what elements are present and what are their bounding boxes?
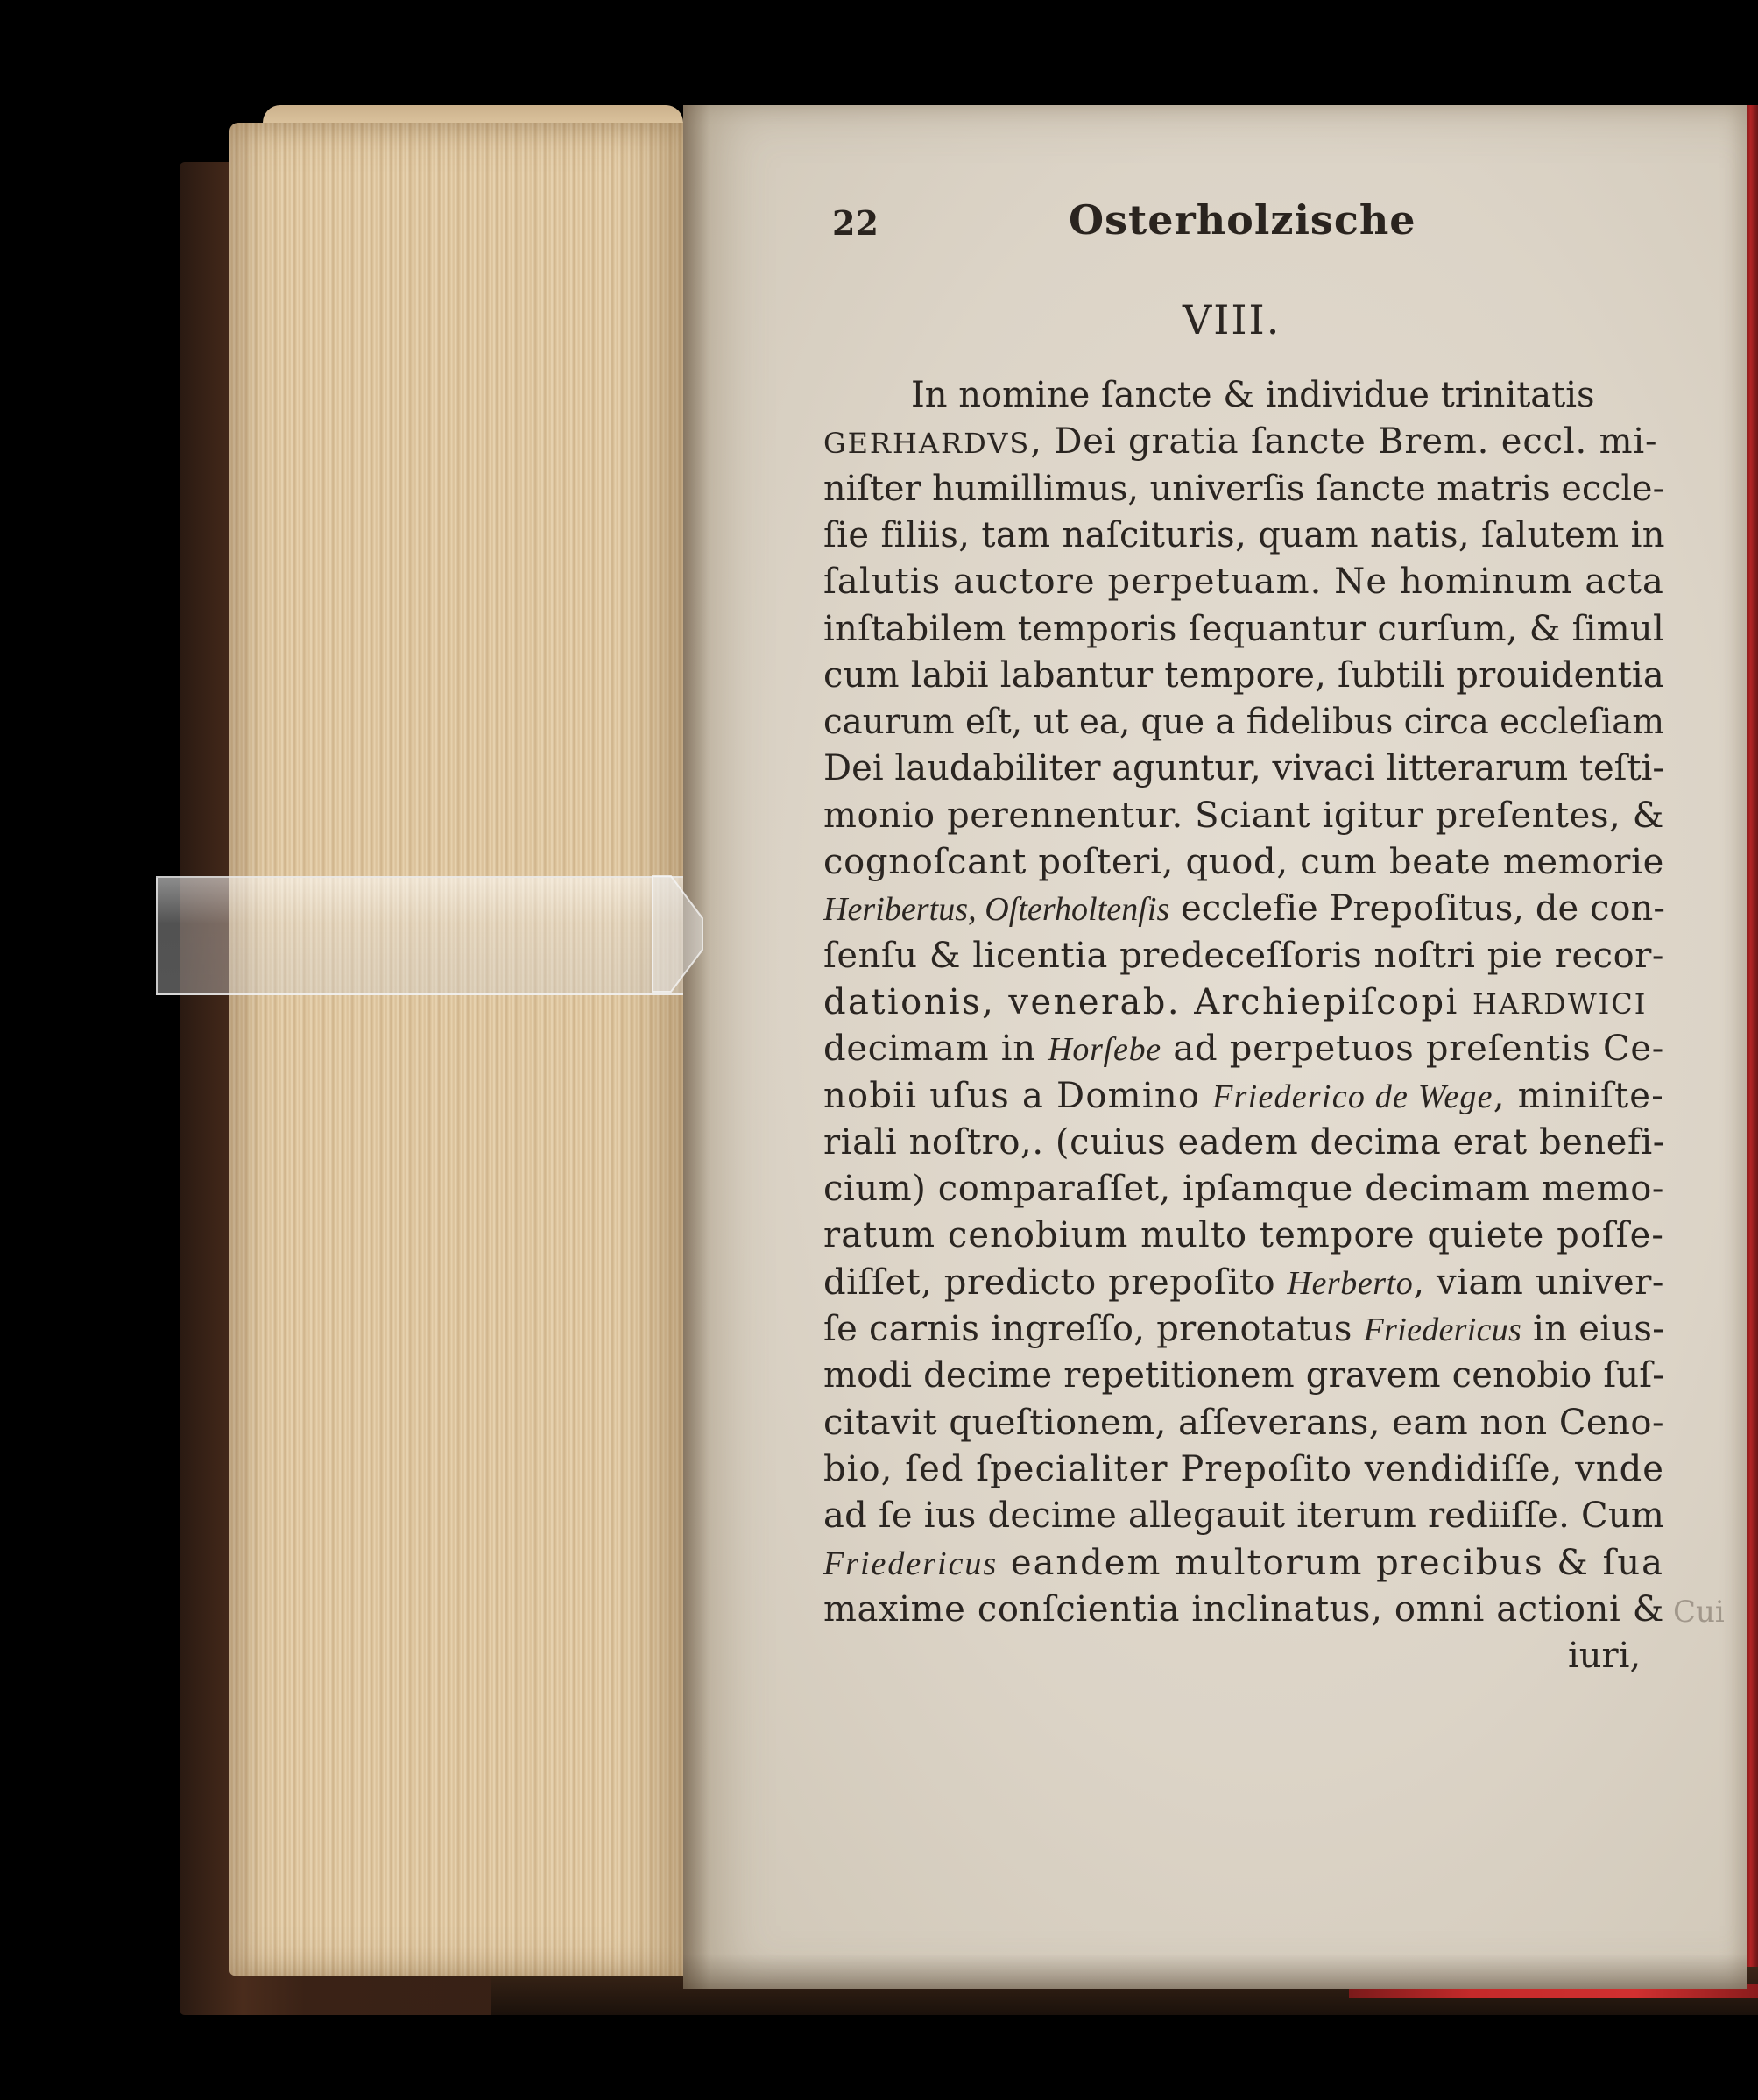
text-line — [823, 1449, 1664, 1489]
text-line — [823, 1076, 1664, 1116]
text-segment: , viam univer- — [1413, 1262, 1664, 1303]
text-segment: Herberto — [1287, 1264, 1414, 1302]
text-line — [823, 562, 1664, 602]
page-bottom-shadow — [683, 1954, 1747, 1989]
text-line — [823, 982, 1647, 1022]
text-segment: , Dei gratia ſancte Brem. eccl. mi- — [1030, 421, 1658, 463]
text-segment: GERHARDVS — [823, 427, 1031, 461]
text-line — [823, 1589, 1664, 1630]
text-segment: iuri, — [1568, 1636, 1642, 1677]
text-segment: niſter humillimus, univerſis ſancte matris eccle- — [823, 468, 1664, 509]
text-segment: modi decime repetitionem gravem cenobio ſuſ- — [823, 1355, 1664, 1396]
page-gutter-shadow — [683, 105, 710, 1989]
page-fore-edge — [229, 123, 685, 1976]
text-line — [823, 1309, 1664, 1349]
text-segment: monio perennentur. Sciant igitur preſentes, & — [823, 795, 1664, 836]
text-segment: nobii uſus a Domino — [823, 1075, 1213, 1116]
text-line — [823, 795, 1664, 836]
text-line — [823, 1029, 1664, 1069]
text-segment: citavit queſtionem, aſſeverans, eam non Ceno- — [823, 1402, 1664, 1443]
text-segment: Dei laudabiliter aguntur, vivaci litterarum teſti- — [823, 748, 1664, 789]
text-line — [823, 1215, 1664, 1255]
text-line — [823, 748, 1664, 788]
text-line — [823, 655, 1664, 696]
text-line — [823, 702, 1664, 742]
text-segment: maxime conſcientia inclinatus, omni actioni & — [823, 1588, 1664, 1630]
text-line — [1568, 1636, 1641, 1676]
text-segment: diſſet, predicto prepoſito — [823, 1262, 1288, 1303]
text-segment: ad ſe ius decime allegauit iterum rediiſſe. Cum — [823, 1495, 1664, 1537]
marginal-note: Cui — [1673, 1594, 1725, 1630]
bookmark-tip — [652, 874, 704, 993]
text-line — [823, 888, 1665, 929]
text-line — [823, 421, 1657, 462]
text-segment: Friedericus — [1363, 1312, 1522, 1348]
text-segment: Friedericus — [823, 1545, 999, 1582]
running-head — [832, 196, 1656, 256]
text-segment: cium) comparaſſet, ipſamque decimam memo- — [823, 1169, 1664, 1210]
text-segment: eandem multorum precibus & ſua — [998, 1542, 1664, 1583]
text-line — [823, 1355, 1664, 1396]
text-segment: caurum eſt, ut ea, que a fidelibus circa eccleſiam — [823, 702, 1664, 743]
text-segment: , miniſte- — [1493, 1075, 1664, 1116]
text-segment: ratum cenobium multo tempore quiete poſſe- — [823, 1215, 1664, 1256]
text-segment: HARDWICI — [1472, 986, 1648, 1021]
text-segment: ad perpetuos preſentis Ce- — [1161, 1029, 1664, 1070]
section-title: VIII. — [1183, 296, 1281, 343]
text-line — [823, 842, 1664, 882]
text-line — [823, 1543, 1664, 1583]
text-line — [823, 515, 1665, 555]
text-line — [823, 1262, 1664, 1303]
text-segment: cum labii labantur tempore, ſubtili prouidentia — [823, 654, 1664, 696]
text-segment: bio, ſed ſpecialiter Prepoſito vendidiſſe, vnde — [823, 1448, 1664, 1489]
text-line — [823, 1122, 1665, 1163]
text-line — [911, 375, 1595, 415]
text-segment: riali noſtro,. (cuius eadem decima erat benefi- — [823, 1121, 1665, 1163]
text-segment: In nomine ſancte & individue trinitatis — [911, 375, 1595, 415]
text-segment: ſalutis auctore perpetuam. Ne hominum acta — [823, 562, 1664, 603]
text-segment: inſtabilem temporis ſequantur curſum, & ſimul — [823, 608, 1664, 649]
text-segment: Friederico de Wege — [1212, 1078, 1493, 1115]
text-line — [823, 1495, 1664, 1536]
text-line — [823, 609, 1664, 649]
clear-bookmark — [156, 876, 683, 995]
running-title: Osterholzische — [1069, 196, 1416, 244]
text-line — [823, 469, 1664, 509]
text-segment: ſe carnis ingreſſo, prenotatus — [823, 1309, 1364, 1349]
text-segment: dationis, venerab. Archiepiſcopi — [823, 981, 1472, 1022]
text-segment: ſenſu & licentia predeceſſoris noſtri pie recor- — [823, 935, 1664, 976]
text-line — [823, 936, 1664, 976]
text-segment: cognoſcant poſteri, quod, cum beate memorie — [823, 842, 1664, 882]
page-number: 22 — [832, 203, 879, 243]
text-line — [823, 1169, 1664, 1209]
text-line — [823, 1403, 1664, 1443]
text-segment: Heribertus, Oſterholtenſis — [823, 891, 1170, 929]
text-segment: decimam in — [823, 1029, 1048, 1070]
text-segment: ſie filiis, tam naſcituris, quam natis, ſalutem in — [823, 514, 1665, 555]
text-segment: ecclefie Prepoſitus, de con- — [1169, 888, 1665, 930]
text-segment: Horſebe — [1048, 1031, 1161, 1069]
text-segment: in eius- — [1521, 1309, 1664, 1349]
